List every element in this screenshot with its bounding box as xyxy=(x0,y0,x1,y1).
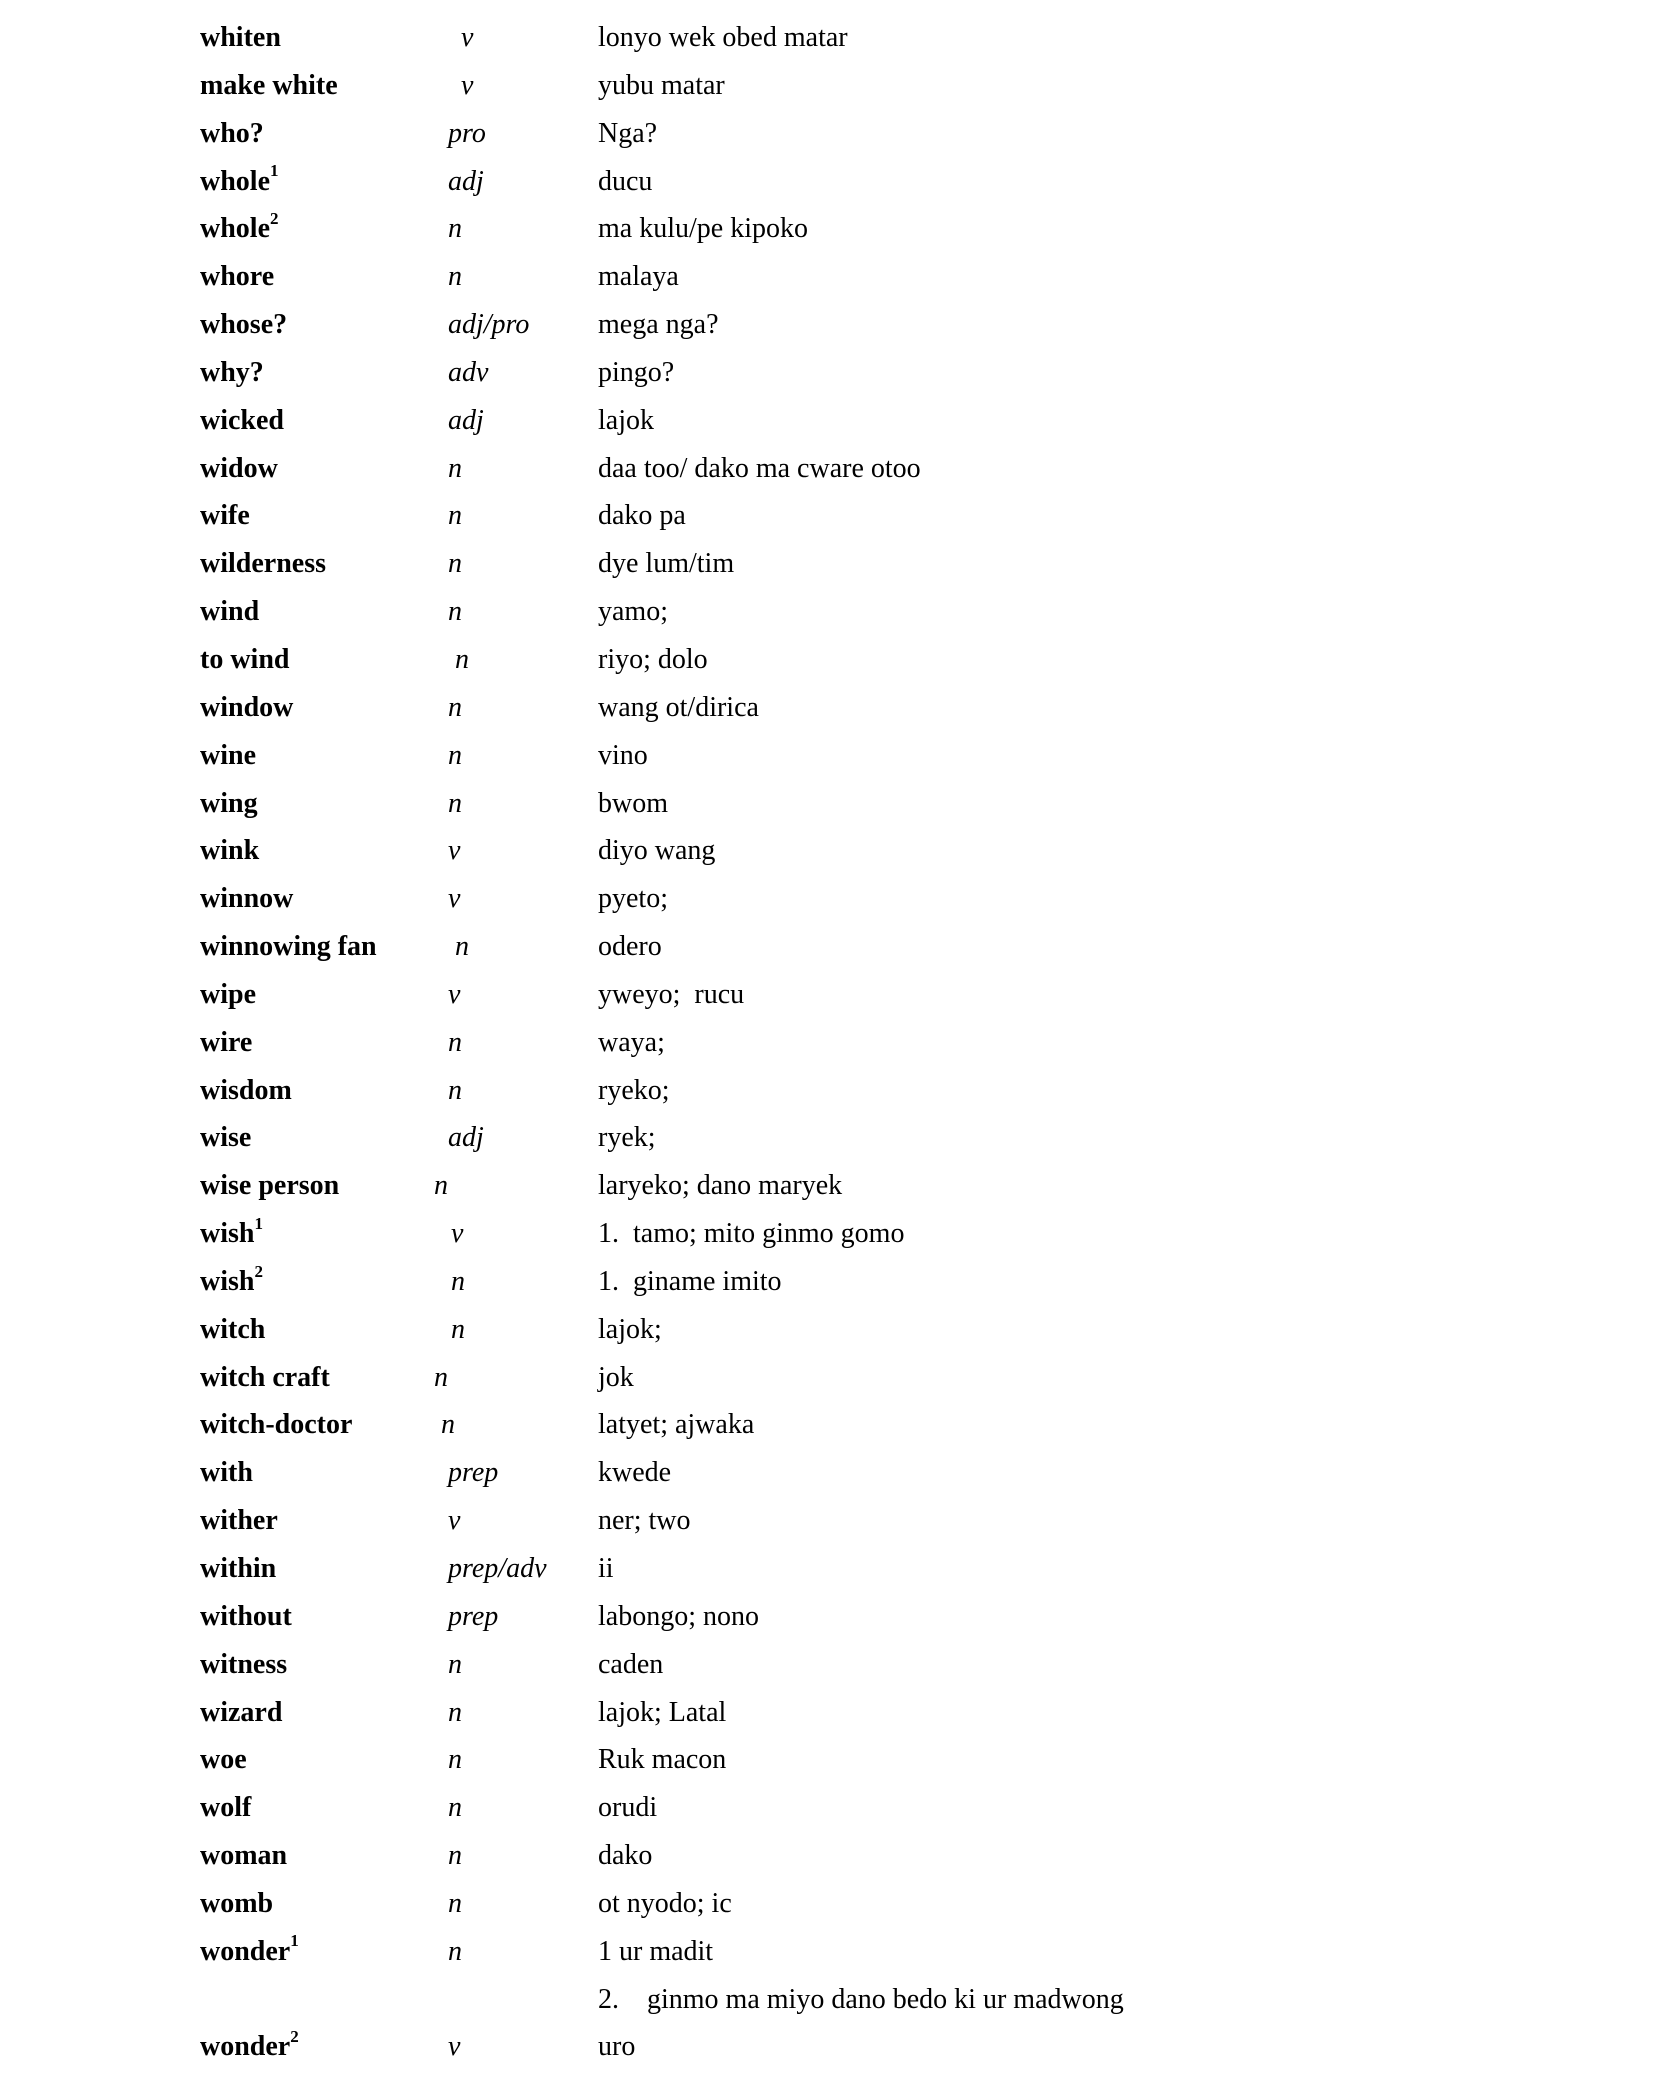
entry-row xyxy=(200,688,1500,736)
entry-row xyxy=(200,305,1500,353)
entry-row xyxy=(200,784,1500,832)
part-of-speech: n xyxy=(448,1792,462,1824)
headword: wine xyxy=(200,739,256,771)
part-of-speech: prep xyxy=(448,1600,499,1632)
headword: wonder$^1$ xyxy=(200,1931,299,1967)
translation: jok xyxy=(598,1361,634,1393)
entry-list xyxy=(200,18,1500,2075)
translation: labongo; nono xyxy=(598,1600,759,1632)
headword: widow xyxy=(200,452,278,484)
entry-row xyxy=(200,1405,1500,1453)
headword: to wind xyxy=(200,643,290,675)
part-of-speech: prep xyxy=(448,1457,499,1489)
sense-number: 2 xyxy=(254,1261,263,1281)
entry-row xyxy=(200,592,1500,640)
entry-row xyxy=(200,162,1500,210)
entry-row xyxy=(200,1262,1500,1310)
entry-row xyxy=(200,114,1500,162)
part-of-speech: n xyxy=(448,739,462,771)
sense-number: 1 xyxy=(270,161,279,181)
translation: lajok xyxy=(598,404,654,436)
headword: witch-doctor xyxy=(200,1409,353,1441)
part-of-speech: v xyxy=(448,835,461,867)
part-of-speech: n xyxy=(448,596,462,628)
translation: dye lum/tim xyxy=(598,548,735,580)
part-of-speech: adj xyxy=(448,404,484,436)
part-of-speech: adj xyxy=(448,165,484,197)
headword: wonder$^2$ xyxy=(200,2027,299,2063)
entry-continuation-row xyxy=(200,1980,1500,2028)
part-of-speech: n xyxy=(448,1887,462,1919)
headword: wipe xyxy=(200,978,256,1010)
translation: latyet; ajwaka xyxy=(598,1409,755,1441)
part-of-speech: n xyxy=(448,787,462,819)
part-of-speech: n xyxy=(451,1313,465,1345)
entry-row xyxy=(200,927,1500,975)
headword: wicked xyxy=(200,404,284,436)
headword: wish$^2$ xyxy=(200,1261,263,1297)
headword: witch craft xyxy=(200,1361,330,1393)
sense-number: 1 xyxy=(254,1213,263,1233)
part-of-speech: n xyxy=(448,261,462,293)
sense-number: 2 xyxy=(290,2027,299,2047)
entry-row xyxy=(200,544,1500,592)
translation: orudi xyxy=(598,1792,658,1824)
headword: wisdom xyxy=(200,1074,292,1106)
translation: odero xyxy=(598,931,662,963)
part-of-speech: adj/pro xyxy=(448,309,530,341)
entry-row xyxy=(200,1740,1500,1788)
part-of-speech: n xyxy=(448,1935,462,1967)
translation: 1. giname imito xyxy=(598,1265,782,1297)
part-of-speech: v xyxy=(461,22,474,53)
part-of-speech: n xyxy=(448,1744,462,1776)
entry-row xyxy=(200,2027,1500,2075)
translation: lonyo wek obed matar xyxy=(598,22,848,53)
translation: bwom xyxy=(598,787,668,819)
translation: lajok; Latal xyxy=(598,1696,727,1728)
part-of-speech: n xyxy=(448,1696,462,1728)
sense-number: 1 xyxy=(290,1931,299,1951)
part-of-speech: n xyxy=(434,1170,448,1202)
entry-row xyxy=(200,1932,1500,1980)
part-of-speech: v xyxy=(461,69,474,101)
translation: yweyo; rucu xyxy=(598,978,745,1010)
translation: kwede xyxy=(598,1457,672,1489)
translation: ner; two xyxy=(598,1505,691,1537)
headword: wizard xyxy=(200,1696,283,1728)
entry-row xyxy=(200,257,1500,305)
translation: ducu xyxy=(598,165,653,197)
part-of-speech: n xyxy=(448,1648,462,1680)
headword: wither xyxy=(200,1505,278,1537)
translation: caden xyxy=(598,1648,664,1680)
part-of-speech: n xyxy=(448,452,462,484)
entry-row xyxy=(200,1788,1500,1836)
part-of-speech: v xyxy=(448,1505,461,1537)
entry-row xyxy=(200,975,1500,1023)
entry-row xyxy=(200,1884,1500,1932)
translation: ma kulu/pe kipoko xyxy=(598,213,808,245)
translation: uro xyxy=(598,2031,636,2063)
translation: malaya xyxy=(598,261,679,293)
entry-row xyxy=(200,1166,1500,1214)
translation: wang ot/dirica xyxy=(598,691,759,723)
entry-row xyxy=(200,1071,1500,1119)
translation: Ruk macon xyxy=(598,1744,727,1776)
translation: daa too/ dako ma cware otoo xyxy=(598,452,921,484)
headword: whore xyxy=(200,261,275,293)
headword: woman xyxy=(200,1840,288,1872)
entry-row xyxy=(200,1214,1500,1262)
part-of-speech: v xyxy=(451,1218,464,1250)
headword: wing xyxy=(200,787,258,819)
translation: ryeko; xyxy=(598,1074,670,1106)
translation: 1. tamo; mito ginmo gomo xyxy=(598,1218,905,1250)
entry-row xyxy=(200,1358,1500,1406)
headword: witness xyxy=(200,1648,288,1680)
headword: whiten xyxy=(200,22,281,53)
translation: ryek; xyxy=(598,1122,656,1154)
entry-row xyxy=(200,640,1500,688)
headword: wish$^1$ xyxy=(200,1213,263,1250)
translation: diyo wang xyxy=(598,835,716,867)
entry-row xyxy=(200,209,1500,257)
translation: pyeto; xyxy=(598,883,668,915)
headword: wire xyxy=(200,1026,253,1058)
translation: lajok; xyxy=(598,1313,662,1345)
headword: wise xyxy=(200,1122,252,1154)
headword: who? xyxy=(200,117,264,149)
part-of-speech: v xyxy=(448,978,461,1010)
headword: wife xyxy=(200,500,250,532)
headword: whole$^1$ xyxy=(200,161,279,197)
entry-row xyxy=(200,66,1500,114)
headword: woe xyxy=(200,1744,247,1776)
part-of-speech: n xyxy=(448,1026,462,1058)
part-of-speech: n xyxy=(448,500,462,532)
part-of-speech: n xyxy=(441,1409,455,1441)
headword: with xyxy=(200,1457,253,1489)
entry-row xyxy=(200,449,1500,497)
entry-row xyxy=(200,736,1500,784)
entry-row xyxy=(200,18,1500,66)
headword: without xyxy=(200,1600,292,1632)
headword: make white xyxy=(200,69,338,101)
translation: vino xyxy=(598,739,648,771)
headword: winnowing fan xyxy=(200,931,377,963)
entry-row xyxy=(200,1836,1500,1884)
part-of-speech: n xyxy=(448,1840,462,1872)
part-of-speech: n xyxy=(451,1265,465,1297)
headword: winnow xyxy=(200,883,294,915)
entry-row xyxy=(200,1693,1500,1741)
headword: wilderness xyxy=(200,548,326,580)
translation: riyo; dolo xyxy=(598,643,708,675)
translation: 2. ginmo ma miyo dano bedo ki ur madwong xyxy=(598,1983,1124,2015)
headword: why? xyxy=(200,356,264,388)
headword: womb xyxy=(200,1887,274,1919)
part-of-speech: n xyxy=(448,1074,462,1106)
headword: whole$^2$ xyxy=(200,209,279,245)
part-of-speech: n xyxy=(455,931,469,963)
entry-row xyxy=(200,1597,1500,1645)
part-of-speech: n xyxy=(448,548,462,580)
part-of-speech: v xyxy=(448,883,461,915)
headword: witch xyxy=(200,1313,266,1345)
translation: Nga? xyxy=(598,117,658,149)
entry-row xyxy=(200,879,1500,927)
translation: yubu matar xyxy=(598,69,725,101)
entry-row xyxy=(200,1118,1500,1166)
translation: yamo; xyxy=(598,596,668,628)
headword: wink xyxy=(200,835,260,867)
headword: wise person xyxy=(200,1170,340,1202)
entry-row xyxy=(200,831,1500,879)
headword: window xyxy=(200,691,294,723)
part-of-speech: n xyxy=(434,1361,448,1393)
translation: ot nyodo; ic xyxy=(598,1887,732,1919)
headword: whose? xyxy=(200,309,288,341)
entry-row xyxy=(200,1501,1500,1549)
translation: waya; xyxy=(598,1026,665,1058)
entry-row xyxy=(200,401,1500,449)
translation: ii xyxy=(598,1553,614,1584)
entry-row xyxy=(200,496,1500,544)
translation: pingo? xyxy=(598,356,675,388)
headword: within xyxy=(200,1553,277,1584)
entry-row xyxy=(200,1310,1500,1358)
entry-row xyxy=(200,1549,1500,1597)
part-of-speech: prep/adv xyxy=(448,1553,547,1584)
entry-row xyxy=(200,353,1500,401)
translation: mega nga? xyxy=(598,309,719,341)
entry-row xyxy=(200,1453,1500,1501)
translation: 1 ur madit xyxy=(598,1935,714,1967)
part-of-speech: adj xyxy=(448,1122,484,1154)
translation: dako xyxy=(598,1840,653,1872)
sense-number: 2 xyxy=(270,209,279,229)
part-of-speech: adv xyxy=(448,356,489,388)
headword: wolf xyxy=(200,1792,252,1824)
translation: laryeko; dano maryek xyxy=(598,1170,843,1202)
part-of-speech: pro xyxy=(448,117,486,149)
part-of-speech: v xyxy=(448,2031,461,2063)
part-of-speech: n xyxy=(455,643,469,675)
entry-row xyxy=(200,1023,1500,1071)
translation: dako pa xyxy=(598,500,686,532)
headword: wind xyxy=(200,596,260,628)
part-of-speech: n xyxy=(448,213,462,245)
entry-row xyxy=(200,1645,1500,1693)
part-of-speech: n xyxy=(448,691,462,723)
